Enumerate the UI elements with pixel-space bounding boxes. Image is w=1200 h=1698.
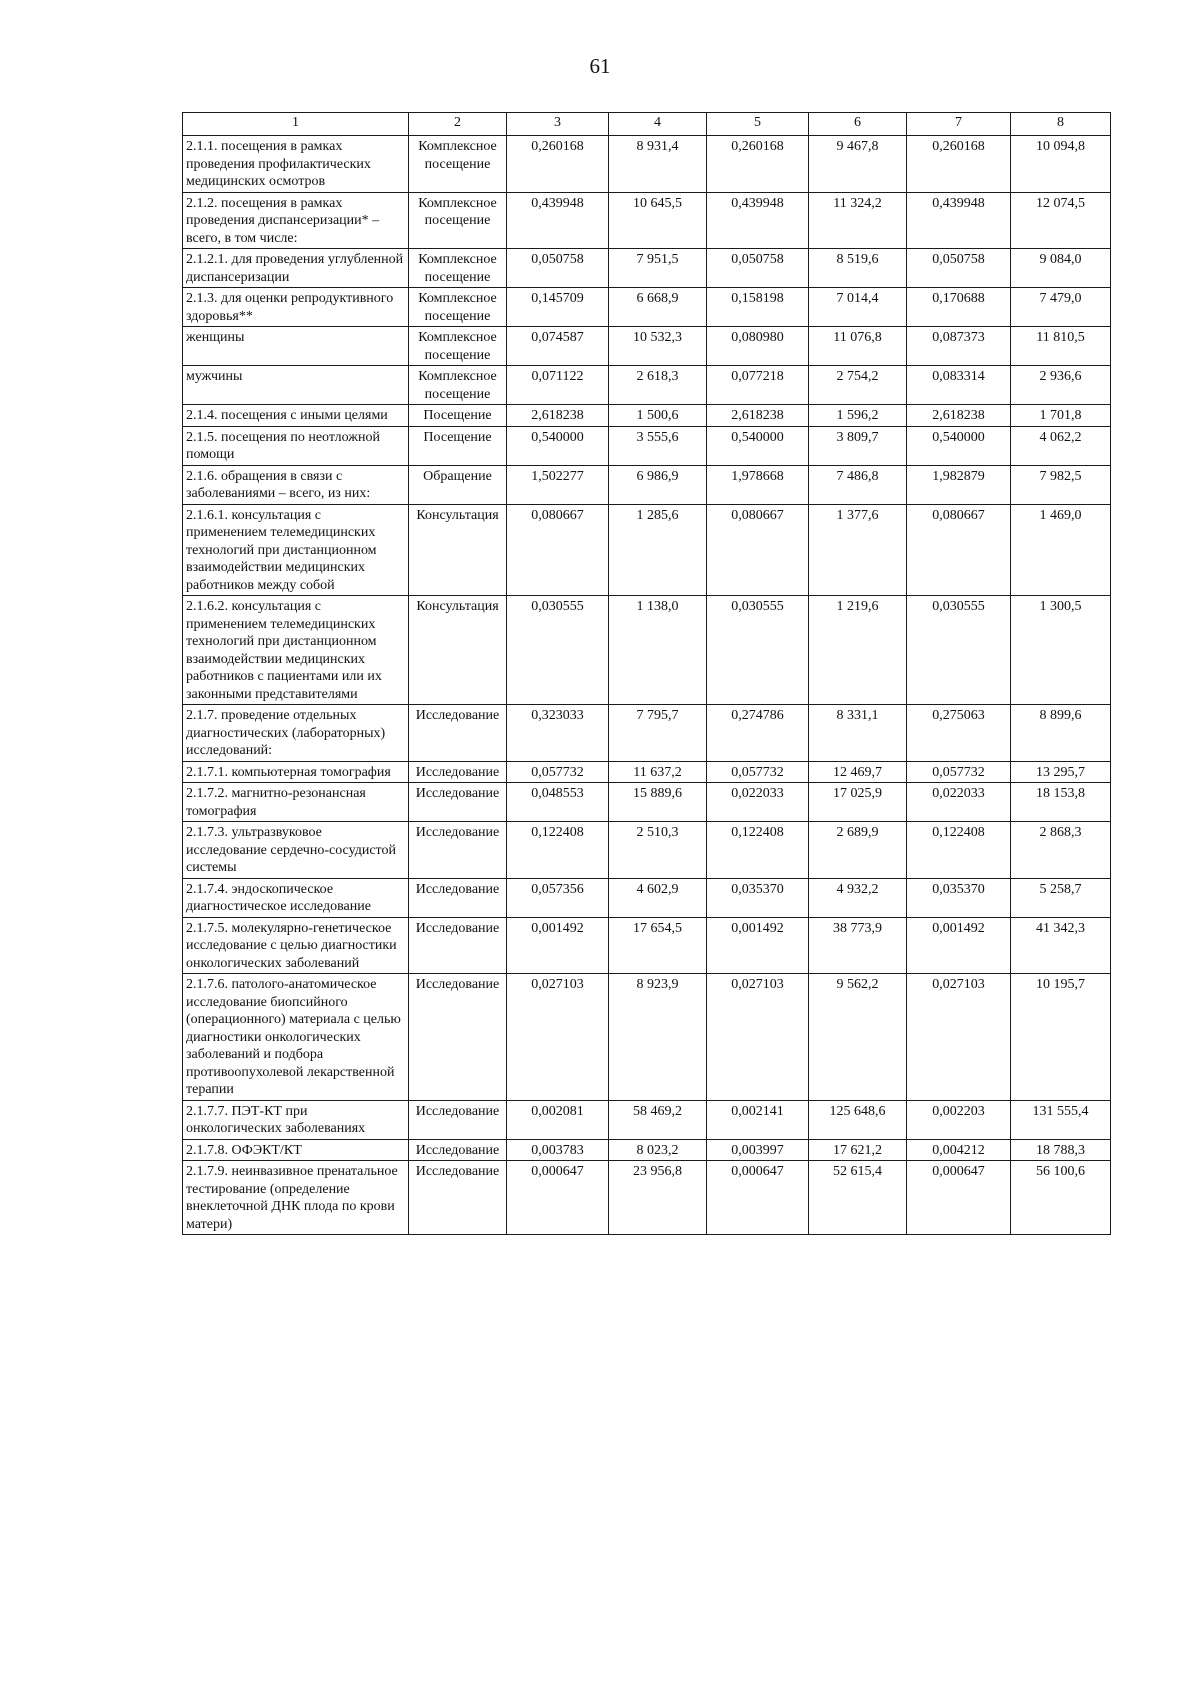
column-header: 4 [609,113,707,136]
value-cell: 0,050758 [707,249,809,288]
value-cell: 0,004212 [907,1139,1011,1161]
value-cell: 6 668,9 [609,288,707,327]
column-header: 6 [809,113,907,136]
value-cell: 11 637,2 [609,761,707,783]
column-header: 2 [409,113,507,136]
value-cell: 1 300,5 [1011,596,1111,705]
value-cell: 10 195,7 [1011,974,1111,1101]
value-cell: 0,122408 [507,822,609,879]
value-cell: 15 889,6 [609,783,707,822]
row-name-cell: 2.1.5. посещения по неотложной помощи [183,426,409,465]
value-cell: 4 062,2 [1011,426,1111,465]
value-cell: 13 295,7 [1011,761,1111,783]
value-cell: 1 500,6 [609,405,707,427]
row-name-cell: 2.1.1. посещения в рамках проведения профилактических медицинских осмотров [183,136,409,193]
row-name-cell: 2.1.7.7. ПЭТ-КТ при онкологических заболеваниях [183,1100,409,1139]
value-cell: 17 621,2 [809,1139,907,1161]
value-cell: 0,057732 [707,761,809,783]
table-row [183,596,1111,705]
unit-cell: Исследование [409,783,507,822]
table-row [183,504,1111,596]
table-row [183,366,1111,405]
row-name-cell: 2.1.7.1. компьютерная томография [183,761,409,783]
table-header [183,113,1111,136]
row-name-cell: женщины [183,327,409,366]
row-name-cell: 2.1.6.1. консультация с применением телемедицинских технологий при дистанционном взаимодействии медицинских работников между собой [183,504,409,596]
value-cell: 0,439948 [707,192,809,249]
table-row [183,705,1111,762]
row-name-cell: 2.1.3. для оценки репродуктивного здоровья** [183,288,409,327]
value-cell: 2 936,6 [1011,366,1111,405]
value-cell: 1 596,2 [809,405,907,427]
value-cell: 0,540000 [507,426,609,465]
unit-cell: Исследование [409,917,507,974]
value-cell: 11 076,8 [809,327,907,366]
value-cell: 0,027103 [507,974,609,1101]
value-cell: 0,001492 [907,917,1011,974]
value-cell: 18 153,8 [1011,783,1111,822]
unit-cell: Исследование [409,878,507,917]
unit-cell: Исследование [409,1139,507,1161]
row-name-cell: 2.1.7.3. ультразвуковое исследование сердечно-сосудистой системы [183,822,409,879]
value-cell: 9 467,8 [809,136,907,193]
value-cell: 0,122408 [907,822,1011,879]
value-cell: 1 285,6 [609,504,707,596]
table-row [183,822,1111,879]
value-cell: 10 645,5 [609,192,707,249]
value-cell: 1 138,0 [609,596,707,705]
value-cell: 1 219,6 [809,596,907,705]
value-cell: 0,022033 [707,783,809,822]
value-cell: 6 986,9 [609,465,707,504]
row-name-cell: 2.1.7.8. ОФЭКТ/КТ [183,1139,409,1161]
row-name-cell: 2.1.7.5. молекулярно-генетическое исследование с целью диагностики онкологических заболеваний [183,917,409,974]
value-cell: 2,618238 [507,405,609,427]
table-row [183,974,1111,1101]
value-cell: 10 094,8 [1011,136,1111,193]
value-cell: 0,001492 [707,917,809,974]
unit-cell: Консультация [409,504,507,596]
table-row [183,878,1111,917]
value-cell: 0,071122 [507,366,609,405]
value-cell: 0,323033 [507,705,609,762]
value-cell: 0,275063 [907,705,1011,762]
data-table [182,112,1111,1235]
value-cell: 41 342,3 [1011,917,1111,974]
table-row [183,1161,1111,1235]
value-cell: 8 023,2 [609,1139,707,1161]
value-cell: 2 510,3 [609,822,707,879]
unit-cell: Исследование [409,1161,507,1235]
row-name-cell: 2.1.4. посещения с иными целями [183,405,409,427]
value-cell: 18 788,3 [1011,1139,1111,1161]
table-row [183,783,1111,822]
value-cell: 2 689,9 [809,822,907,879]
table-row [183,249,1111,288]
value-cell: 0,083314 [907,366,1011,405]
value-cell: 0,050758 [907,249,1011,288]
value-cell: 4 602,9 [609,878,707,917]
value-cell: 0,057732 [507,761,609,783]
value-cell: 5 258,7 [1011,878,1111,917]
value-cell: 1,978668 [707,465,809,504]
value-cell: 4 932,2 [809,878,907,917]
value-cell: 0,057732 [907,761,1011,783]
table-row [183,426,1111,465]
row-name-cell: 2.1.6. обращения в связи с заболеваниями – всего, из них: [183,465,409,504]
value-cell: 0,000647 [907,1161,1011,1235]
row-name-cell: 2.1.6.2. консультация с применением телемедицинских технологий при дистанционном взаимодействии медицинских работников с пациентами или их законными представителями [183,596,409,705]
unit-cell: Консультация [409,596,507,705]
value-cell: 0,001492 [507,917,609,974]
value-cell: 1 701,8 [1011,405,1111,427]
value-cell: 0,035370 [907,878,1011,917]
column-header: 3 [507,113,609,136]
unit-cell: Комплексное посещение [409,327,507,366]
value-cell: 12 469,7 [809,761,907,783]
value-cell: 0,080667 [707,504,809,596]
table-row [183,465,1111,504]
unit-cell: Исследование [409,705,507,762]
unit-cell: Исследование [409,822,507,879]
value-cell: 0,027103 [907,974,1011,1101]
value-cell: 0,022033 [907,783,1011,822]
value-cell: 1 377,6 [809,504,907,596]
value-cell: 2 754,2 [809,366,907,405]
unit-cell: Комплексное посещение [409,249,507,288]
value-cell: 0,145709 [507,288,609,327]
table-row [183,1139,1111,1161]
value-cell: 8 931,4 [609,136,707,193]
value-cell: 2,618238 [707,405,809,427]
row-name-cell: 2.1.7.9. неинвазивное пренатальное тестирование (определение внеклеточной ДНК плода по крови матери) [183,1161,409,1235]
row-name-cell: 2.1.7.6. патолого-анатомическое исследование биопсийного (операционного) материала с целью диагностики онкологических заболеваний и подбора противоопухолевой лекарственной терапии [183,974,409,1101]
table-row [183,761,1111,783]
value-cell: 10 532,3 [609,327,707,366]
value-cell: 0,260168 [707,136,809,193]
column-header: 7 [907,113,1011,136]
unit-cell: Обращение [409,465,507,504]
table-row [183,288,1111,327]
value-cell: 0,260168 [507,136,609,193]
value-cell: 0,122408 [707,822,809,879]
value-cell: 0,030555 [507,596,609,705]
value-cell: 2 618,3 [609,366,707,405]
unit-cell: Комплексное посещение [409,288,507,327]
value-cell: 0,002203 [907,1100,1011,1139]
value-cell: 17 654,5 [609,917,707,974]
value-cell: 0,030555 [907,596,1011,705]
value-cell: 0,540000 [707,426,809,465]
value-cell: 0,003783 [507,1139,609,1161]
value-cell: 125 648,6 [809,1100,907,1139]
value-cell: 38 773,9 [809,917,907,974]
value-cell: 7 486,8 [809,465,907,504]
unit-cell: Комплексное посещение [409,192,507,249]
table-row [183,917,1111,974]
unit-cell: Комплексное посещение [409,366,507,405]
row-name-cell: 2.1.7.2. магнитно-резонансная томография [183,783,409,822]
unit-cell: Посещение [409,426,507,465]
unit-cell: Исследование [409,761,507,783]
value-cell: 0,035370 [707,878,809,917]
value-cell: 0,050758 [507,249,609,288]
table-row [183,192,1111,249]
value-cell: 0,170688 [907,288,1011,327]
row-name-cell: 2.1.2. посещения в рамках проведения диспансеризации* – всего, в том числе: [183,192,409,249]
header-row [183,113,1111,136]
value-cell: 7 951,5 [609,249,707,288]
value-cell: 8 923,9 [609,974,707,1101]
value-cell: 0,000647 [707,1161,809,1235]
value-cell: 7 014,4 [809,288,907,327]
column-header: 5 [707,113,809,136]
value-cell: 3 809,7 [809,426,907,465]
value-cell: 1,982879 [907,465,1011,504]
unit-cell: Посещение [409,405,507,427]
value-cell: 0,048553 [507,783,609,822]
value-cell: 11 324,2 [809,192,907,249]
value-cell: 8 899,6 [1011,705,1111,762]
value-cell: 56 100,6 [1011,1161,1111,1235]
table-row [183,327,1111,366]
value-cell: 2 868,3 [1011,822,1111,879]
value-cell: 0,077218 [707,366,809,405]
value-cell: 0,030555 [707,596,809,705]
value-cell: 11 810,5 [1011,327,1111,366]
column-header: 1 [183,113,409,136]
value-cell: 0,080980 [707,327,809,366]
value-cell: 12 074,5 [1011,192,1111,249]
value-cell: 0,027103 [707,974,809,1101]
value-cell: 0,274786 [707,705,809,762]
column-header: 8 [1011,113,1111,136]
table-row [183,405,1111,427]
value-cell: 0,074587 [507,327,609,366]
value-cell: 0,439948 [507,192,609,249]
value-cell: 0,080667 [507,504,609,596]
value-cell: 0,087373 [907,327,1011,366]
value-cell: 58 469,2 [609,1100,707,1139]
value-cell: 7 982,5 [1011,465,1111,504]
value-cell: 0,002141 [707,1100,809,1139]
value-cell: 9 562,2 [809,974,907,1101]
value-cell: 0,002081 [507,1100,609,1139]
value-cell: 17 025,9 [809,783,907,822]
unit-cell: Исследование [409,974,507,1101]
value-cell: 0,540000 [907,426,1011,465]
value-cell: 0,057356 [507,878,609,917]
value-cell: 9 084,0 [1011,249,1111,288]
row-name-cell: мужчины [183,366,409,405]
value-cell: 3 555,6 [609,426,707,465]
value-cell: 52 615,4 [809,1161,907,1235]
unit-cell: Исследование [409,1100,507,1139]
unit-cell: Комплексное посещение [409,136,507,193]
value-cell: 7 479,0 [1011,288,1111,327]
value-cell: 131 555,4 [1011,1100,1111,1139]
value-cell: 7 795,7 [609,705,707,762]
value-cell: 1 469,0 [1011,504,1111,596]
value-cell: 0,000647 [507,1161,609,1235]
value-cell: 0,439948 [907,192,1011,249]
value-cell: 2,618238 [907,405,1011,427]
value-cell: 8 519,6 [809,249,907,288]
value-cell: 1,502277 [507,465,609,504]
value-cell: 0,003997 [707,1139,809,1161]
table-body [183,136,1111,1235]
row-name-cell: 2.1.2.1. для проведения углубленной диспансеризации [183,249,409,288]
value-cell: 0,260168 [907,136,1011,193]
value-cell: 0,080667 [907,504,1011,596]
value-cell: 8 331,1 [809,705,907,762]
table-row [183,136,1111,193]
row-name-cell: 2.1.7. проведение отдельных диагностических (лабораторных) исследований: [183,705,409,762]
page-number: 61 [589,54,611,78]
value-cell: 23 956,8 [609,1161,707,1235]
value-cell: 0,158198 [707,288,809,327]
row-name-cell: 2.1.7.4. эндоскопическое диагностическое исследование [183,878,409,917]
table-row [183,1100,1111,1139]
